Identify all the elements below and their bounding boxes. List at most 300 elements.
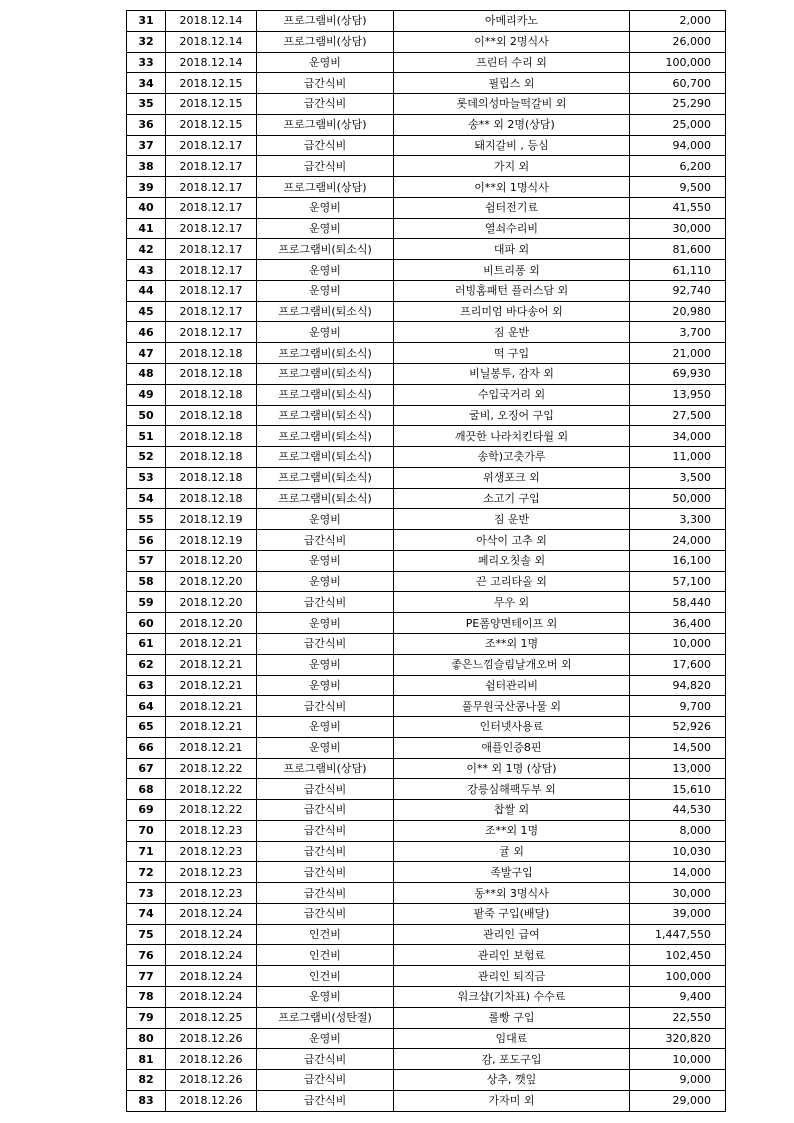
date-cell: 2018.12.18 [166,364,257,385]
category-cell: 급간식비 [257,800,394,821]
amount-cell: 52,926 [630,717,726,738]
row-number: 35 [127,94,166,115]
table-row [127,239,726,260]
amount-cell: 20,980 [630,301,726,322]
date-cell: 2018.12.15 [166,73,257,94]
table-row [127,737,726,758]
amount-cell: 27,500 [630,405,726,426]
category-cell: 운영비 [257,737,394,758]
description-cell: 족발구입 [394,862,630,883]
date-cell: 2018.12.26 [166,1049,257,1070]
table-row [127,135,726,156]
row-number: 39 [127,177,166,198]
table-row [127,820,726,841]
date-cell: 2018.12.17 [166,197,257,218]
date-cell: 2018.12.21 [166,696,257,717]
description-cell: 아삭이 고추 외 [394,530,630,551]
amount-cell: 16,100 [630,550,726,571]
amount-cell: 26,000 [630,31,726,52]
category-cell: 급간식비 [257,135,394,156]
date-cell: 2018.12.24 [166,903,257,924]
date-cell: 2018.12.17 [166,156,257,177]
date-cell: 2018.12.23 [166,862,257,883]
row-number: 80 [127,1028,166,1049]
description-cell: 감, 포도구입 [394,1049,630,1070]
description-cell: 프리미엄 바다송어 외 [394,301,630,322]
row-number: 78 [127,986,166,1007]
date-cell: 2018.12.21 [166,675,257,696]
category-cell: 프로그램비(퇴소식) [257,405,394,426]
amount-cell: 3,700 [630,322,726,343]
date-cell: 2018.12.21 [166,737,257,758]
amount-cell: 69,930 [630,364,726,385]
category-cell: 급간식비 [257,1070,394,1091]
date-cell: 2018.12.24 [166,966,257,987]
description-cell: 팥죽 구입(배달) [394,903,630,924]
date-cell: 2018.12.14 [166,11,257,32]
table-row [127,114,726,135]
row-number: 47 [127,343,166,364]
row-number: 59 [127,592,166,613]
row-number: 60 [127,613,166,634]
table-row [127,384,726,405]
description-cell: 페리오칫솔 외 [394,550,630,571]
row-number: 81 [127,1049,166,1070]
table-row [127,717,726,738]
date-cell: 2018.12.24 [166,924,257,945]
table-row [127,11,726,32]
row-number: 40 [127,197,166,218]
row-number: 32 [127,31,166,52]
category-cell: 인건비 [257,966,394,987]
row-number: 57 [127,550,166,571]
amount-cell: 9,400 [630,986,726,1007]
table-row [127,1090,726,1111]
row-number: 65 [127,717,166,738]
table-row [127,758,726,779]
description-cell: 이**외 1명식사 [394,177,630,198]
category-cell: 운영비 [257,717,394,738]
date-cell: 2018.12.20 [166,592,257,613]
table-row [127,218,726,239]
row-number: 54 [127,488,166,509]
table-row [127,197,726,218]
description-cell: 송학)고춧가루 [394,447,630,468]
description-cell: 열쇠수리비 [394,218,630,239]
table-row [127,903,726,924]
description-cell: 인터넷사용료 [394,717,630,738]
date-cell: 2018.12.18 [166,447,257,468]
row-number: 42 [127,239,166,260]
description-cell: 롤빵 구입 [394,1007,630,1028]
row-number: 55 [127,509,166,530]
date-cell: 2018.12.18 [166,488,257,509]
row-number: 34 [127,73,166,94]
description-cell: 관리인 급여 [394,924,630,945]
amount-cell: 81,600 [630,239,726,260]
description-cell: 돼지갈비 , 등심 [394,135,630,156]
date-cell: 2018.12.21 [166,633,257,654]
description-cell: 짐 운반 [394,509,630,530]
row-number: 37 [127,135,166,156]
row-number: 58 [127,571,166,592]
category-cell: 급간식비 [257,862,394,883]
amount-cell: 320,820 [630,1028,726,1049]
description-cell: 대파 외 [394,239,630,260]
date-cell: 2018.12.24 [166,945,257,966]
amount-cell: 9,500 [630,177,726,198]
amount-cell: 44,530 [630,800,726,821]
description-cell: 깨끗한 나라치킨타월 외 [394,426,630,447]
row-number: 70 [127,820,166,841]
description-cell: 강릉심해팩두부 외 [394,779,630,800]
table-row [127,633,726,654]
description-cell: 떡 구입 [394,343,630,364]
row-number: 76 [127,945,166,966]
category-cell: 운영비 [257,509,394,530]
date-cell: 2018.12.17 [166,260,257,281]
description-cell: 상추, 깻잎 [394,1070,630,1091]
category-cell: 급간식비 [257,156,394,177]
category-cell: 프로그램비(상담) [257,114,394,135]
table-row [127,966,726,987]
description-cell: 동**외 3명식사 [394,883,630,904]
row-number: 38 [127,156,166,177]
row-number: 83 [127,1090,166,1111]
description-cell: 관리인 퇴직금 [394,966,630,987]
row-number: 49 [127,384,166,405]
description-cell: 애플인증8핀 [394,737,630,758]
row-number: 50 [127,405,166,426]
date-cell: 2018.12.15 [166,94,257,115]
row-number: 67 [127,758,166,779]
category-cell: 운영비 [257,613,394,634]
description-cell: 조**외 1명 [394,633,630,654]
date-cell: 2018.12.26 [166,1028,257,1049]
table-row [127,800,726,821]
amount-cell: 102,450 [630,945,726,966]
category-cell: 급간식비 [257,883,394,904]
date-cell: 2018.12.15 [166,114,257,135]
description-cell: 무우 외 [394,592,630,613]
date-cell: 2018.12.17 [166,280,257,301]
date-cell: 2018.12.18 [166,343,257,364]
table-row [127,509,726,530]
category-cell: 급간식비 [257,1090,394,1111]
description-cell: 위생포크 외 [394,467,630,488]
description-cell: 필립스 외 [394,73,630,94]
row-number: 82 [127,1070,166,1091]
amount-cell: 30,000 [630,883,726,904]
category-cell: 프로그램비(퇴소식) [257,426,394,447]
row-number: 33 [127,52,166,73]
description-cell: 롯데의성마늘떡갈비 외 [394,94,630,115]
expense-ledger-table [126,10,726,1112]
table-row [127,924,726,945]
date-cell: 2018.12.20 [166,571,257,592]
category-cell: 운영비 [257,571,394,592]
amount-cell: 8,000 [630,820,726,841]
date-cell: 2018.12.18 [166,426,257,447]
row-number: 72 [127,862,166,883]
date-cell: 2018.12.17 [166,177,257,198]
table-row [127,488,726,509]
date-cell: 2018.12.26 [166,1090,257,1111]
category-cell: 프로그램비(퇴소식) [257,384,394,405]
table-row [127,986,726,1007]
category-cell: 프로그램비(퇴소식) [257,301,394,322]
description-cell: 귤 외 [394,841,630,862]
description-cell: 송** 외 2명(상담) [394,114,630,135]
table-row [127,530,726,551]
description-cell: 좋은느낌슬림날개오버 외 [394,654,630,675]
table-row [127,467,726,488]
table-row [127,405,726,426]
amount-cell: 92,740 [630,280,726,301]
description-cell: 가자미 외 [394,1090,630,1111]
category-cell: 급간식비 [257,530,394,551]
description-cell: 관리인 보험료 [394,945,630,966]
table-row [127,883,726,904]
category-cell: 프로그램비(상담) [257,11,394,32]
amount-cell: 41,550 [630,197,726,218]
category-cell: 인건비 [257,924,394,945]
table-row [127,322,726,343]
date-cell: 2018.12.19 [166,530,257,551]
table-row [127,654,726,675]
row-number: 63 [127,675,166,696]
date-cell: 2018.12.17 [166,301,257,322]
amount-cell: 100,000 [630,52,726,73]
amount-cell: 25,290 [630,94,726,115]
description-cell: 가지 외 [394,156,630,177]
table-row [127,571,726,592]
description-cell: 비닐봉투, 감자 외 [394,364,630,385]
category-cell: 인건비 [257,945,394,966]
table-row [127,696,726,717]
row-number: 52 [127,447,166,468]
description-cell: 조**외 1명 [394,820,630,841]
table-row [127,779,726,800]
category-cell: 프로그램비(성탄절) [257,1007,394,1028]
category-cell: 운영비 [257,654,394,675]
table-row [127,73,726,94]
category-cell: 급간식비 [257,73,394,94]
table-row [127,156,726,177]
amount-cell: 17,600 [630,654,726,675]
category-cell: 급간식비 [257,592,394,613]
description-cell: 프린터 수리 외 [394,52,630,73]
category-cell: 운영비 [257,986,394,1007]
date-cell: 2018.12.20 [166,550,257,571]
description-cell: 아메리카노 [394,11,630,32]
description-cell: 임대료 [394,1028,630,1049]
amount-cell: 10,000 [630,1049,726,1070]
table-row [127,550,726,571]
amount-cell: 3,500 [630,467,726,488]
amount-cell: 9,700 [630,696,726,717]
table-row [127,426,726,447]
row-number: 44 [127,280,166,301]
category-cell: 급간식비 [257,841,394,862]
amount-cell: 1,447,550 [630,924,726,945]
table-row [127,1007,726,1028]
table-row [127,945,726,966]
date-cell: 2018.12.21 [166,654,257,675]
table-row [127,675,726,696]
row-number: 45 [127,301,166,322]
row-number: 53 [127,467,166,488]
category-cell: 운영비 [257,218,394,239]
description-cell: 소고기 구입 [394,488,630,509]
date-cell: 2018.12.20 [166,613,257,634]
table-row [127,1028,726,1049]
table-row [127,1049,726,1070]
category-cell: 프로그램비(퇴소식) [257,447,394,468]
category-cell: 프로그램비(퇴소식) [257,467,394,488]
date-cell: 2018.12.21 [166,717,257,738]
amount-cell: 11,000 [630,447,726,468]
date-cell: 2018.12.24 [166,986,257,1007]
amount-cell: 14,000 [630,862,726,883]
row-number: 74 [127,903,166,924]
description-cell: 짐 운반 [394,322,630,343]
date-cell: 2018.12.18 [166,405,257,426]
amount-cell: 25,000 [630,114,726,135]
date-cell: 2018.12.17 [166,135,257,156]
category-cell: 프로그램비(퇴소식) [257,488,394,509]
category-cell: 운영비 [257,197,394,218]
table-row [127,52,726,73]
date-cell: 2018.12.25 [166,1007,257,1028]
description-cell: 비트리퐁 외 [394,260,630,281]
category-cell: 운영비 [257,675,394,696]
category-cell: 급간식비 [257,696,394,717]
amount-cell: 13,950 [630,384,726,405]
category-cell: 운영비 [257,280,394,301]
row-number: 36 [127,114,166,135]
amount-cell: 94,820 [630,675,726,696]
category-cell: 프로그램비(퇴소식) [257,239,394,260]
amount-cell: 3,300 [630,509,726,530]
description-cell: 찹쌀 외 [394,800,630,821]
date-cell: 2018.12.17 [166,218,257,239]
amount-cell: 50,000 [630,488,726,509]
category-cell: 프로그램비(퇴소식) [257,364,394,385]
date-cell: 2018.12.23 [166,820,257,841]
category-cell: 프로그램비(퇴소식) [257,343,394,364]
amount-cell: 14,500 [630,737,726,758]
table-row [127,177,726,198]
category-cell: 급간식비 [257,903,394,924]
description-cell: PE폼양면테이프 외 [394,613,630,634]
table-row [127,447,726,468]
category-cell: 프로그램비(상담) [257,31,394,52]
amount-cell: 60,700 [630,73,726,94]
description-cell: 워크샵(기차표) 수수료 [394,986,630,1007]
row-number: 66 [127,737,166,758]
date-cell: 2018.12.19 [166,509,257,530]
row-number: 79 [127,1007,166,1028]
row-number: 71 [127,841,166,862]
category-cell: 운영비 [257,550,394,571]
description-cell: 굴비, 오징어 구입 [394,405,630,426]
date-cell: 2018.12.26 [166,1070,257,1091]
row-number: 75 [127,924,166,945]
description-cell: 쉼터전기료 [394,197,630,218]
category-cell: 프로그램비(상담) [257,758,394,779]
amount-cell: 29,000 [630,1090,726,1111]
category-cell: 운영비 [257,260,394,281]
description-cell: 끈 고리타올 외 [394,571,630,592]
row-number: 41 [127,218,166,239]
date-cell: 2018.12.14 [166,31,257,52]
amount-cell: 22,550 [630,1007,726,1028]
description-cell: 이**외 2명식사 [394,31,630,52]
category-cell: 급간식비 [257,820,394,841]
amount-cell: 13,000 [630,758,726,779]
category-cell: 프로그램비(상담) [257,177,394,198]
ledger-body [127,11,726,1112]
table-row [127,862,726,883]
amount-cell: 24,000 [630,530,726,551]
row-number: 64 [127,696,166,717]
row-number: 43 [127,260,166,281]
amount-cell: 30,000 [630,218,726,239]
table-row [127,343,726,364]
amount-cell: 10,030 [630,841,726,862]
row-number: 48 [127,364,166,385]
amount-cell: 2,000 [630,11,726,32]
category-cell: 운영비 [257,322,394,343]
amount-cell: 57,100 [630,571,726,592]
category-cell: 급간식비 [257,633,394,654]
table-row [127,841,726,862]
amount-cell: 58,440 [630,592,726,613]
amount-cell: 9,000 [630,1070,726,1091]
amount-cell: 100,000 [630,966,726,987]
category-cell: 급간식비 [257,94,394,115]
row-number: 46 [127,322,166,343]
table-row [127,364,726,385]
description-cell: 이** 외 1명 (상담) [394,758,630,779]
row-number: 62 [127,654,166,675]
amount-cell: 6,200 [630,156,726,177]
row-number: 77 [127,966,166,987]
table-row [127,592,726,613]
date-cell: 2018.12.18 [166,384,257,405]
description-cell: 러빙홈패턴 플러스담 외 [394,280,630,301]
row-number: 31 [127,11,166,32]
table-row [127,94,726,115]
table-row [127,280,726,301]
amount-cell: 10,000 [630,633,726,654]
date-cell: 2018.12.22 [166,758,257,779]
row-number: 61 [127,633,166,654]
amount-cell: 61,110 [630,260,726,281]
date-cell: 2018.12.17 [166,239,257,260]
category-cell: 운영비 [257,52,394,73]
row-number: 51 [127,426,166,447]
date-cell: 2018.12.22 [166,779,257,800]
amount-cell: 94,000 [630,135,726,156]
date-cell: 2018.12.14 [166,52,257,73]
date-cell: 2018.12.17 [166,322,257,343]
date-cell: 2018.12.18 [166,467,257,488]
date-cell: 2018.12.23 [166,883,257,904]
row-number: 68 [127,779,166,800]
description-cell: 수입국거리 외 [394,384,630,405]
